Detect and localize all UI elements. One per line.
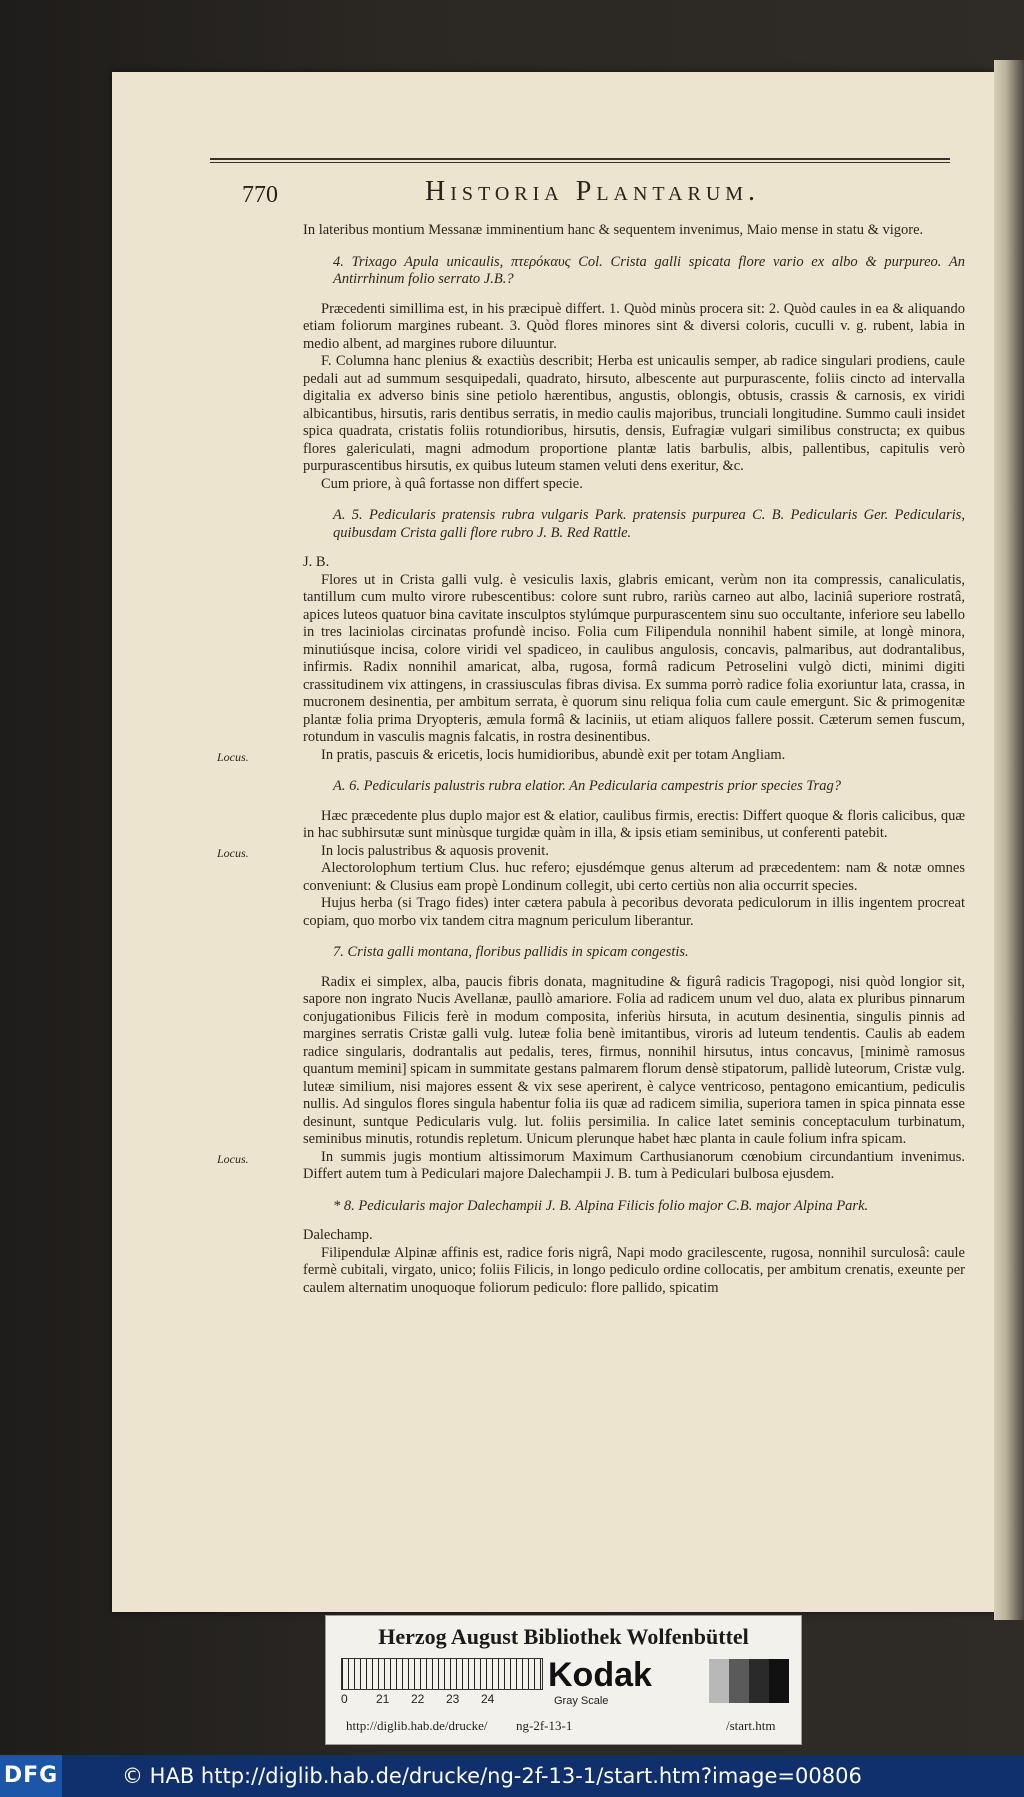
ruler-number: 21	[376, 1692, 390, 1706]
species-heading: A. 6. Pedicularis palustris rubra elatior. An Pedicularia campestris prior species Trag?	[333, 778, 842, 794]
page-number: 770	[242, 182, 278, 208]
paragraph: Cum priore, à quâ fortasse non differt specie.	[321, 475, 583, 492]
text-line: J. B.	[303, 554, 330, 570]
header-rule	[210, 158, 950, 160]
ruler-number: 0	[341, 1692, 348, 1706]
species-heading: * 8. Pedicularis major Dalechampii J. B. Alpina Filicis folio major C.B. major Alpina Park.	[333, 1197, 869, 1214]
paragraph: Alectorolophum tertium Clus. huc refero; ejusdémque genus alterum ad præcedentem: nam & notæ omnes conveniunt: & Clusius eam propè Londinum collegit, ubi certo certiùs non alia occurrit species.	[303, 860, 965, 894]
ruler-scale	[341, 1658, 543, 1690]
gray-scale-label: Gray Scale	[554, 1695, 609, 1707]
kodak-logo: Kodak	[548, 1656, 652, 1694]
gray-patches	[709, 1659, 789, 1703]
running-header	[210, 168, 950, 208]
paragraph: F. Columna hanc plenius & exactiùs describit; Herba est unicaulis semper, ab radice singulari prodiens, caule pedali aut ad summum sesquipedali, quadrato, hirsuto, albescente aut purpurascente, foliis cincto ad intervalla digitalia ex adverso binis sine petiolo hærentibus, angustis, oblongis, obtusis, crassis & carnosis, ex viridi albicantibus, hirsutis, raris dentibus serratis, in medio caulis majoribus, trunciali longitudine. Summo cauli insidet spica quadrata, cristatis foliis rotundioribus, hirsutis, densis, Eufragiæ vulgari similibus constructa; ex quibus flores galericulati, magni admodum proportione plantæ latis barbulis, albis, pallentibus, capitulis verò purpurascentibus hirsutis, ex quibus luteum stamen veluti dens exeritur, &c.	[303, 353, 965, 474]
url-mid: ng-2f-13-1	[516, 1718, 573, 1733]
species-heading: 7. Crista galli montana, floribus pallidis in spicam congestis.	[333, 944, 689, 960]
text-line: Dalechamp.	[303, 1227, 373, 1243]
copyright-link[interactable]: © HAB http://diglib.hab.de/drucke/ng-2f-13-1/start.htm?image=00806	[122, 1764, 862, 1788]
paragraph: Flores ut in Crista galli vulg. è vesiculis laxis, glabris emicant, verùm non ita compressis, canaliculatis, tantillum cum multo virore rubescentibus: colore sunt rubro, rariùs carneo aut albo, laciniâ superiore rostratâ, apices luteos quatuor bina cavitate insculptos stylúmque purpurascentem sinu suo occultante, inferiore seu labello in tres laciniolas circinatas profundè inciso. Folia cum Filipendula nonnihil habent simile, at longè minora, minutiúsque incisa, colore viridi vel spadiceo, in caulibus angulosis, concavis, palmaribus, aut dodrantalibus, infirmis. Radix nonnihil amaricat, alba, rugosa, formâ radicum Petroselini vulgò dicti, minimi digiti crassitudinem vix attingens, in crassiusculas fibras divisa. Ex summa porrò radice folia exoriuntur lata, crassa, in mucronem desinentia, per ambitum serrata, è quorum sinu reliqua folia cum caule emergunt. Sic & primogenitæ plantæ folia prima Dryopteris, æmula formâ & laciniis, ut etiam aliquos fallere possit. Cæterum semen fuscum, rotundum in vasculis magnis falcatis, in rostra desinentibus.	[303, 571, 965, 745]
ruler-number: 23	[446, 1692, 460, 1706]
text-line: In lateribus montium Messanæ imminentium hanc & sequentem invenimus, Maio mense in statu & vigore.	[303, 222, 924, 238]
paragraph: In pratis, pascuis & ericetis, locis humidioribus, abundè exit per totam Angliam. Locus.	[303, 747, 965, 765]
ruler-number: 22	[411, 1692, 425, 1706]
margin-note: Locus.	[217, 749, 249, 764]
paragraph: Hæc præcedente plus duplo major est & elatior, caulibus firmis, erectis: Differt quoque & floris calicibus, quæ in hac subhirsutæ sunt minùsque turgidæ quàm in illa, & ipsis etiam seminibus, ut conferenti patebit.	[303, 807, 965, 841]
paragraph: Radix ei simplex, alba, paucis fibris donata, magnitudine & figurâ radicis Tragopogi, nisi quòd longior sit, sapore non ingrato Nucis Avellanæ, paullò amariore. Folia ad radicem unum vel duo, alata ex pluribus pinnarum conjugationibus Filicis ferè in modum composita, inferiùs hirsuta, in acutum desinentia, singulis pinnis ad margines serratis Cristæ galli vulg. luteæ folia benè imitantibus, viroris ad luteum tendentis. Caulis ab eadem radice singularis, dodrantalis aut pedalis, teres, firmus, nonnihil hirsutus, intus concavus, [minimè ramosus quantum memini] spicam in summitate gestans palmarem florum densè stipatorum, pallidè luteorum, Cristæ vulg. luteæ similium, nisi majores essent & vix sese aperirent, è calyce ventricoso, pentagono emicantium, pediculis nullis. Ad singulos flores singula habentur folia iis quæ ad radicem similia, superiora tamen in spica pinnata esse desinunt, suntque Pedicularis vulg. lut. foliis persimilia. In calice latet seminis conceptaculum turbinatum, seminibus minutis, rotundis repletum. Unicum plerunque habet hæc planta in caule folium infra spicam.	[303, 973, 965, 1147]
url-right: /start.htm	[726, 1718, 776, 1733]
page-edge	[994, 60, 1024, 1620]
paragraph: Hujus herba (si Trago fides) inter cætera pabula à pecoribus devorata pediculorum in illis ingentem procreat copiam, quo morbo vix tandem citra magnum periculum liberantur.	[303, 895, 965, 929]
page-text	[217, 218, 965, 1297]
running-title: Historia Plantarum.	[425, 176, 761, 207]
ruler-number: 24	[481, 1692, 495, 1706]
species-heading: 4. Trixago Apula unicaulis, πτερόκαυς Col. Crista galli spicata flore vario ex albo & purpureo. An Antirrhinum folio serrato J.B.?	[333, 253, 965, 287]
url-left: http://diglib.hab.de/drucke/	[346, 1718, 488, 1733]
paragraph: In locis palustribus & aquosis provenit. Locus.	[303, 843, 965, 861]
species-heading: A. 5. Pedicularis pratensis rubra vulgaris Park. pratensis purpurea C. B. Pedicularis Ger. Pedicularis, quibusdam Crista galli flore rubro J. B. Red Rattle.	[333, 507, 965, 541]
margin-note: Locus.	[217, 1151, 249, 1166]
target-title: Herzog August Bibliothek Wolfenbüttel	[378, 1624, 749, 1649]
margin-note: Locus.	[217, 845, 249, 860]
color-target	[325, 1615, 802, 1745]
dfg-logo: DFG	[0, 1755, 62, 1797]
paragraph: Præcedenti simillima est, in his præcipuè differt. 1. Quòd minùs procera sit: 2. Quòd caules in ea & aliquando etiam foliorum margines rubeant. 3. Quòd flores minores sint & diversi coloris, cuculli v. g. rubent, labia in medio albent, ad margines rubore diluuntur.	[303, 300, 965, 352]
paragraph: Filipendulæ Alpinæ affinis est, radice foris nigrâ, Napi modo gracilescente, rugosa, nonnihil surculosâ: caule fermè cubitali, virgato, unico; foliis Filicis, in longo pediculo ordine collocatis, per ambitum crenatis, exeunte per caulem alternatim unoquoque foliorum pediculo: flore pallido, spicatim	[303, 1244, 965, 1296]
paragraph: In summis jugis montium altissimorum Maximum Carthusianorum cœnobium circundantium invenimus. Differt autem tum à Pediculari majore Dalechampii J. B. tum à Pediculari bulbosa ejusdem. Locus.	[217, 1148, 965, 1182]
header-rule-thin	[210, 162, 950, 163]
ruler-numbers	[341, 1692, 561, 1706]
